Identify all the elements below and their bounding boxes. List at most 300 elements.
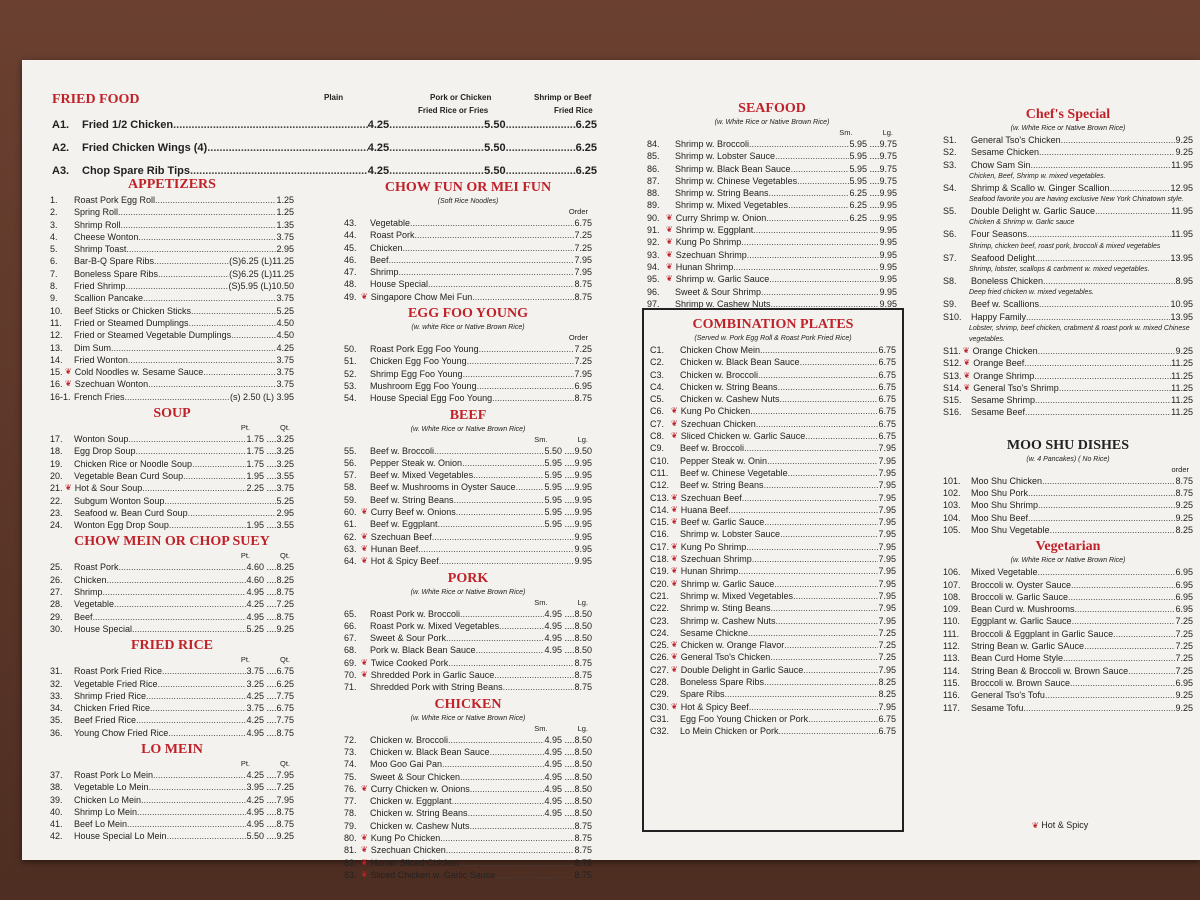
item-price: 7.95: [878, 566, 896, 577]
menu-item: [647, 175, 897, 187]
item-price: 9.95: [879, 286, 897, 297]
item-number: 12.: [50, 330, 63, 341]
price-pork: 5.50: [484, 119, 506, 132]
item-price: 9.95: [574, 543, 592, 554]
item-number: A2.: [52, 142, 70, 155]
item-number: C32.: [650, 726, 670, 737]
item-name: Roast Pork Lo Mein: [74, 769, 154, 780]
menu-item: [650, 344, 896, 356]
item-price: 8.95: [1175, 276, 1193, 287]
item-number: 9.: [50, 293, 58, 304]
leader-dots: [454, 494, 545, 506]
leader-dots: [448, 734, 544, 746]
section-title: CHICKEN: [434, 696, 502, 712]
item-number: 53.: [344, 380, 357, 391]
item-price: 7.95: [878, 664, 896, 675]
item-number: 3.: [50, 219, 58, 230]
item-number: C1.: [650, 345, 665, 355]
leader-dots: [446, 844, 575, 856]
leader-dots: [118, 206, 276, 218]
item-number: C3.: [650, 369, 665, 380]
item-price: 6.95: [1175, 591, 1193, 602]
item-price: 7.25: [1175, 653, 1193, 664]
leader-dots: [764, 479, 879, 491]
item-price: 5.95 ....9.95: [544, 457, 592, 468]
leader-dots: [749, 138, 849, 150]
item-name: Orange Chicken: [972, 345, 1038, 356]
leader-dots: [128, 354, 277, 366]
item-price: 4.25 ....7.75: [246, 715, 294, 726]
leader-dots: [1031, 159, 1172, 171]
item-price: 11.25: [1171, 358, 1193, 369]
menu-item: [50, 458, 294, 470]
item-price: 5.95 ....9.75: [849, 163, 897, 174]
hot-pepper-icon: ❦: [361, 556, 368, 566]
hot-pepper-icon: ❦: [361, 543, 368, 553]
menu-item: [650, 590, 896, 602]
item-price: 7.95: [878, 492, 896, 503]
item-price: 8.75: [574, 832, 592, 843]
menu-item: [650, 356, 896, 368]
item-name: Beef Sticks or Chicken Sticks: [74, 305, 192, 316]
item-number: 49.: [344, 291, 357, 302]
item-name: Curry Chicken w. Onions: [370, 783, 470, 794]
menu-item: [344, 229, 592, 241]
item-price: 7.95: [878, 590, 896, 601]
item-price: 5.95 ....9.95: [544, 494, 592, 505]
menu-sheet: [22, 60, 1200, 880]
item-price: 9.25: [1175, 147, 1193, 158]
item-number: 7.: [50, 268, 58, 279]
leader-dots: [725, 688, 879, 700]
item-number: 107.: [943, 579, 961, 590]
item-name: Shredded Pork in Garlic Sauce: [370, 670, 495, 681]
item-price: 6.75: [878, 406, 896, 417]
item-number: 32.: [50, 678, 63, 689]
leader-dots: [1028, 512, 1175, 524]
item-name: Shrimp w. Broccoli: [675, 139, 750, 149]
leader-dots: [494, 669, 574, 681]
item-number: 43.: [344, 218, 357, 228]
item-name: Subgum Wonton Soup: [74, 495, 165, 506]
item-price: 6.75: [878, 381, 896, 392]
menu-item: [50, 255, 294, 267]
section-title: CHOW MEIN OR CHOP SUEY: [74, 534, 270, 550]
item-number: 73.: [344, 746, 357, 757]
item-name: Shrimp Fried Rice: [74, 690, 147, 701]
item-name: Shrimp Egg Foo Young: [370, 368, 463, 379]
item-name: Szechuan Wonton: [74, 379, 149, 390]
item-price: 8.75: [574, 845, 592, 856]
item-number: 97.: [647, 298, 660, 309]
item-price: 6.95: [1175, 579, 1193, 590]
leader-dots: [470, 783, 545, 795]
item-number: 19.: [50, 458, 63, 469]
item-number: C16.: [650, 529, 670, 540]
leader-dots: [492, 392, 574, 404]
item-name: Vegetable Bean Curd Soup: [74, 470, 184, 481]
size-header-large: Order: [568, 333, 588, 343]
leader-dots: [728, 504, 878, 516]
menu-item: [650, 615, 896, 627]
item-price: 5.25: [276, 495, 294, 506]
item-number: 79.: [344, 820, 357, 831]
item-price: 7.95: [878, 541, 896, 552]
item-name: Fried Chicken Wings (4): [82, 142, 208, 155]
hot-pepper-icon: ❦: [671, 652, 678, 662]
leader-dots: [495, 869, 574, 881]
leader-dots: [767, 455, 878, 467]
item-number: 48.: [344, 279, 357, 290]
item-price: 1.95 ....3.55: [246, 520, 294, 531]
item-number: 76.: [344, 783, 357, 794]
item-number: C25.: [650, 640, 670, 651]
price-shrimp: 6.25: [575, 165, 597, 178]
section-title: SEAFOOD: [738, 101, 806, 116]
leader-dots: [460, 608, 544, 620]
item-name: Beef Lo Mein: [74, 819, 128, 830]
menu-item: [344, 457, 592, 469]
item-number: 68.: [344, 645, 357, 656]
leader-dots: [1072, 615, 1176, 627]
leader-dots: [188, 507, 277, 519]
section-subtitle: (w. White Rice or Native Brown Rice): [1010, 125, 1126, 132]
leader-dots: [778, 381, 879, 393]
price-plain: 4.25: [367, 119, 390, 132]
item-name: Beef w. Chinese Vegetable: [680, 467, 788, 478]
fried-food-item: [52, 137, 597, 160]
menu-item: [50, 678, 294, 690]
menu-item: [50, 586, 294, 598]
item-name: Vegetable: [74, 599, 115, 610]
menu-item: [50, 611, 294, 623]
item-price: 6.25 ....9.95: [849, 188, 897, 199]
column-headers: [344, 598, 592, 608]
item-number: C13.: [650, 492, 670, 503]
menu-item: [647, 286, 897, 298]
item-price: 6.75: [878, 713, 896, 724]
item-name: Chicken Fried Rice: [74, 703, 151, 714]
item-number: 109.: [943, 604, 961, 615]
item-price: 13.95: [1170, 311, 1193, 322]
leader-dots: [771, 602, 879, 614]
leader-dots: [183, 470, 246, 482]
hot-pepper-icon: ❦: [666, 225, 673, 235]
menu-item: [344, 681, 592, 693]
item-name: Fried Wonton: [74, 354, 128, 365]
menu-item: [943, 182, 1193, 194]
item-price: 6.25 ....9.95: [849, 200, 897, 211]
item-name: Moo Shu Shrimp: [971, 500, 1039, 511]
leader-dots: [1042, 475, 1175, 487]
item-number: 111.: [943, 628, 960, 639]
leader-dots: [780, 393, 879, 405]
leader-dots: [103, 586, 247, 598]
size-header-small: Pt.: [240, 758, 250, 768]
item-name: Seafood Delight: [971, 252, 1036, 263]
item-price: 5.95 ....9.95: [544, 470, 592, 481]
menu-item: [344, 266, 592, 278]
leader-dots: [1025, 406, 1171, 418]
item-number: S11.: [943, 345, 961, 356]
item-name: Huana Beef: [680, 504, 729, 515]
leader-dots: [442, 758, 544, 770]
menu-item: [943, 524, 1193, 536]
item-price: 9.95: [879, 261, 897, 272]
leader-dots: [779, 725, 879, 737]
leader-dots: [1035, 394, 1171, 406]
item-name: Shrimp w. Lobster Sauce: [675, 151, 776, 162]
item-name: Sesame Beef: [971, 407, 1026, 418]
item-name: Shrimp: [370, 267, 399, 278]
hot-pepper-icon: ❦: [666, 212, 673, 222]
leader-dots: [389, 165, 484, 177]
hot-pepper-icon: ❦: [671, 541, 678, 551]
item-price: 4.95 ....8.50: [544, 808, 592, 819]
item-name: Hunan Beef: [370, 543, 419, 554]
menu-item: [943, 603, 1193, 615]
item-number: S3.: [943, 159, 957, 170]
item-number: C28.: [650, 677, 670, 688]
item-price: 3.95 ....7.25: [246, 782, 294, 793]
menu-item: [647, 212, 897, 224]
item-name: Shrimp: [74, 587, 103, 598]
leader-dots: [468, 807, 545, 819]
item-name: Roast Pork w. Broccoli: [370, 608, 461, 619]
menu-item: [650, 602, 896, 614]
item-number: 88.: [647, 188, 660, 199]
item-name: Chicken w. Black Bean Sauce: [680, 357, 800, 368]
item-number: 77.: [344, 796, 357, 807]
item-price: 7.95: [878, 701, 896, 712]
item-price: 5.50 ....9.50: [544, 445, 592, 456]
menu-item: [50, 366, 294, 378]
leader-dots: [776, 615, 879, 627]
leader-dots: [126, 280, 229, 292]
item-price: (S)6.25 (L)11.25: [229, 268, 294, 279]
item-price: 7.25: [1175, 641, 1193, 652]
item-number: S1.: [943, 135, 957, 145]
leader-dots: [121, 219, 277, 231]
menu-item: [50, 818, 294, 830]
leader-dots: [1038, 345, 1176, 357]
item-price: 4.95 ....8.50: [544, 796, 592, 807]
hot-pepper-icon: ❦: [65, 367, 72, 377]
item-number: 87.: [647, 175, 660, 186]
item-name: Beef w. Mushrooms in Oyster Sauce: [370, 482, 516, 493]
menu-item: [344, 807, 592, 819]
menu-item: [50, 519, 294, 531]
item-name: General Tso's Shrimp: [973, 382, 1059, 393]
menu-item: [943, 345, 1193, 357]
item-number: 102.: [943, 488, 961, 499]
item-name: Shrimp w. Eggplant: [675, 225, 754, 236]
item-name: Bean Curd w. Mushrooms: [971, 604, 1075, 615]
leader-dots: [1038, 566, 1176, 578]
leader-dots: [149, 781, 247, 793]
leader-dots: [93, 611, 247, 623]
item-price: 7.95: [574, 254, 592, 265]
menu-item: [344, 469, 592, 481]
item-price: 9.95: [879, 237, 897, 248]
menu-item: [50, 690, 294, 702]
column-headers: [50, 423, 294, 433]
hot-pepper-icon: ❦: [361, 531, 368, 541]
item-price: 10.95: [1170, 299, 1193, 310]
item-number: 70.: [344, 670, 357, 681]
item-price: 3.75: [276, 231, 294, 242]
leader-dots: [126, 243, 276, 255]
leader-dots: [162, 665, 246, 677]
item-number: 36.: [50, 727, 63, 738]
hot-pepper-icon: ❦: [671, 492, 678, 502]
item-number: 42.: [50, 831, 63, 842]
item-name: Beef w. String Beans: [370, 494, 454, 505]
item-number: 39.: [50, 794, 63, 805]
leader-dots: [1071, 579, 1175, 591]
leader-dots: [479, 343, 575, 355]
item-price: 1.75 ....3.25: [246, 458, 294, 469]
hot-pepper-icon: ❦: [361, 783, 368, 793]
menu-item: [344, 291, 592, 303]
menu-item: [50, 354, 294, 366]
section-title: APPETIZERS: [128, 177, 216, 192]
item-name: Broccoli w. Brown Sauce: [971, 677, 1071, 688]
item-number: 47.: [344, 267, 357, 278]
leader-dots: [107, 574, 247, 586]
leader-dots: [168, 727, 246, 739]
item-name: Singapore Chow Mei Fun: [370, 291, 473, 302]
item-number: 25.: [50, 562, 63, 573]
item-name: Chop Spare Rib Tips: [82, 165, 190, 178]
item-number: S13.: [943, 370, 962, 381]
menu-item: [344, 746, 592, 758]
item-number: S16.: [943, 407, 962, 418]
leader-dots: [167, 830, 247, 842]
menu-item: [344, 278, 592, 290]
item-number: 110.: [943, 616, 960, 627]
item-number: 83.: [344, 869, 357, 880]
menu-item: [943, 382, 1193, 394]
menu-item: [344, 632, 592, 644]
menu-item: [50, 561, 294, 573]
leader-dots: [1070, 677, 1175, 689]
item-price: 7.95: [878, 443, 896, 454]
leader-dots: [125, 391, 230, 403]
menu-item: [943, 475, 1193, 487]
item-price: 4.25 ....7.95: [246, 769, 294, 780]
menu-item: [943, 652, 1193, 664]
leader-dots: [136, 445, 247, 457]
menu-item: [647, 249, 897, 261]
section-title: FRIED RICE: [130, 638, 214, 654]
section-title: Chef's Special: [1025, 107, 1111, 122]
item-number: 37.: [50, 769, 63, 780]
item-number: 33.: [50, 690, 63, 701]
item-name: Moo Shu Chicken: [971, 475, 1043, 486]
leader-dots: [448, 657, 574, 669]
leader-dots: [503, 681, 575, 693]
item-price: 4.25 ....7.75: [246, 690, 294, 701]
leader-dots: [114, 598, 246, 610]
item-price: 4.95 ....8.50: [544, 608, 592, 619]
menu-item: [647, 138, 897, 150]
item-name: Bar-B-Q Spare Ribs: [74, 256, 155, 267]
item-number: 20.: [50, 470, 63, 481]
item-name: Chicken: [74, 574, 107, 585]
hot-spicy-legend: [1032, 820, 1088, 830]
menu-item: [943, 702, 1193, 714]
menu-item: [344, 254, 592, 266]
item-number: C20.: [650, 578, 670, 589]
leader-dots: [410, 217, 574, 229]
item-price: 9.25: [1175, 512, 1193, 523]
menu-item: [647, 150, 897, 162]
item-number: 5.: [50, 244, 58, 255]
menu-item: [943, 640, 1193, 652]
item-price: 9.95: [879, 225, 897, 236]
item-number: 105.: [943, 524, 961, 535]
leader-dots: [138, 231, 276, 243]
item-price: 4.95 ....8.50: [544, 633, 592, 644]
menu-item: [650, 405, 896, 417]
item-name: Wonton Soup: [74, 434, 129, 445]
item-price: 9.95: [879, 249, 897, 260]
menu-item: [943, 394, 1193, 406]
section-title: MOO SHU DISHES: [1006, 437, 1130, 453]
item-number: 116.: [943, 690, 960, 701]
item-name: Roast Pork: [74, 562, 119, 573]
item-price: 6.75: [574, 218, 592, 228]
item-price: (S)5.95 (L)10.50: [228, 281, 294, 292]
item-price: 7.25: [574, 230, 592, 241]
col-shrimp-sub-header: Fried Rice: [554, 106, 593, 115]
item-price: 11.95: [1171, 159, 1193, 170]
menu-item: [344, 734, 592, 746]
item-number: 59.: [344, 494, 357, 505]
leader-dots: [752, 553, 879, 565]
item-number: 34.: [50, 703, 63, 714]
leader-dots: [150, 702, 246, 714]
leader-dots: [173, 119, 368, 131]
item-number: 117.: [943, 702, 960, 713]
section-title: Vegetarian: [1035, 539, 1101, 555]
item-name: Shrimp w. String Beans: [675, 188, 769, 199]
item-number: 55.: [344, 445, 357, 456]
item-price: 5.95 ....9.95: [544, 482, 592, 493]
fried-food-title: FRIED FOOD: [52, 92, 140, 107]
menu-item: [943, 275, 1193, 287]
leader-dots: [760, 344, 878, 356]
item-price: 7.95: [878, 554, 896, 565]
item-name: Hunan Shrimp: [680, 566, 739, 577]
section-subtitle: (w. White Rice or Native Brown Rice): [410, 714, 526, 722]
menu-item: [344, 543, 592, 555]
hot-pepper-icon: ❦: [671, 566, 678, 576]
item-name: Sliced Chicken w. Garlic Sauce: [370, 869, 496, 880]
item-number: C19.: [650, 566, 670, 577]
menu-item: [650, 713, 896, 725]
leader-dots: [1023, 702, 1175, 714]
item-number: S8.: [943, 276, 957, 287]
leader-dots: [749, 701, 879, 713]
item-price: 8.25: [1175, 524, 1193, 535]
leader-dots: [1084, 640, 1175, 652]
section-subtitle: (w. 4 Pancakes) ( No Rice): [1026, 455, 1110, 463]
leader-dots: [164, 495, 276, 507]
column-headers: [344, 724, 592, 734]
item-name: Roast Pork Fried Rice: [74, 666, 163, 677]
